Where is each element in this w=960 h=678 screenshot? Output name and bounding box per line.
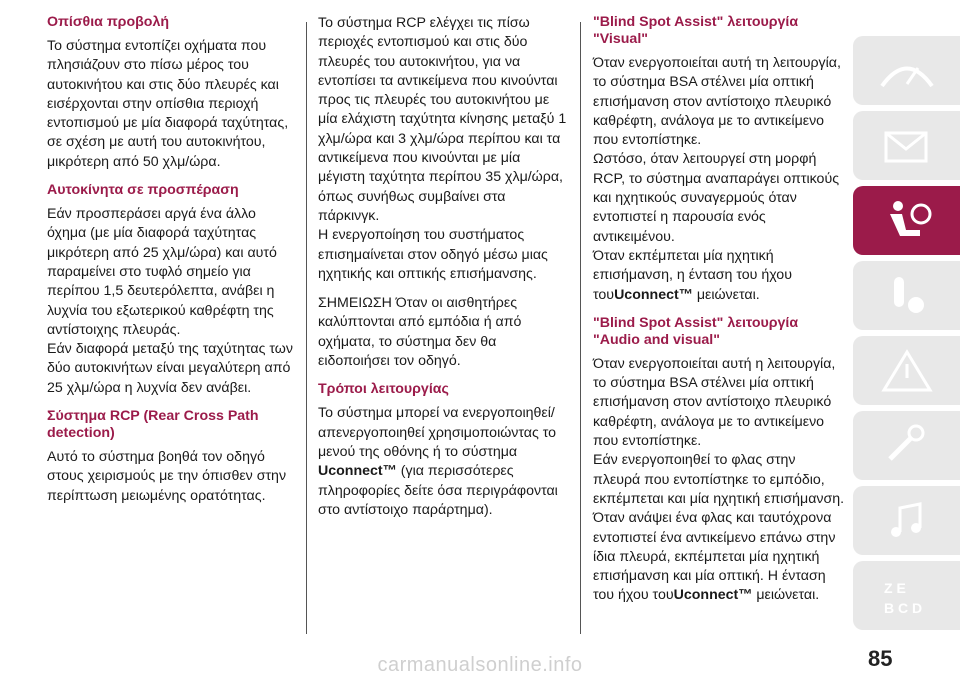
heading-overtaking: Αυτοκίνητα σε προσπέραση <box>47 182 239 199</box>
paragraph: Το σύστημα εντοπίζει οχήματα που πλησιάζουν στο πίσω μέρος του αυτοκινήτου και στις δύο πλευρές και εισέρχονται στην οπίσθια περιοχή εντοπισμού με μία διαφορά ταχύτητας, σε σχέση με αυτή του αυτοκινήτου, μικρότερη από 50 χλμ/ώρα. <box>47 38 289 170</box>
paragraph: Εάν ενεργοποιηθεί το φλας στην πλευρά που εντοπίστηκε το εμπόδιο, εκπέμπεται και μία ηχητική επισήμανση. <box>593 452 845 507</box>
tab-emergency[interactable] <box>853 336 960 405</box>
text-span: μειώνεται. <box>692 286 760 303</box>
paragraph <box>593 247 845 305</box>
uconnect-brand: Uconnect™ <box>318 463 397 480</box>
svg-text:B C D: B C D <box>883 599 922 616</box>
column-divider <box>580 22 581 634</box>
media-music-icon <box>876 496 938 546</box>
tab-safety[interactable] <box>853 186 960 255</box>
tab-warnings[interactable] <box>853 111 960 180</box>
paragraph: Η ενεργοποίηση του συστήματος επισημαίνεται στον οδηγό μέσω μιας ηχητικής και οπτικής επισήμανσης. <box>318 227 548 282</box>
column-right <box>593 14 845 606</box>
heading-rear-view: Οπίσθια προβολή <box>47 14 170 30</box>
chapter-sidebar <box>853 36 960 636</box>
key-ignition-icon <box>876 271 938 321</box>
page-number: 85 <box>868 646 893 671</box>
column-divider <box>306 22 307 634</box>
paragraph: Όταν ενεργοποιείται αυτή η λειτουργία, το σύστημα BSA στέλνει μία οπτική επισήμανση στον αντίστοιχο πλευρικό καθρέφτη, ανάλογα με το αντικείμενο που εντοπίστηκε. <box>593 355 836 450</box>
paragraph: Ωστόσο, όταν λειτουργεί στη μορφή RCP, το σύστημα αναπαράγει οπτικούς και ηχητικούς συναγερμούς όταν εντοπιστεί η παρουσία ενός αντικειμένου. <box>593 151 840 245</box>
airbag-seat-icon <box>876 196 938 246</box>
wrench-car-icon <box>876 421 938 471</box>
paragraph: Όταν ενεργοποιείται αυτή τη λειτουργία, το σύστημα BSA στέλνει μία οπτική επισήμανση στον αντίστοιχο πλευρικό καθρέφτη, ανάλογα με το αντικείμενο που εντοπίστηκε. <box>593 55 841 149</box>
tab-index[interactable] <box>853 561 960 630</box>
text-span: Όταν εκπέμπεται μία ηχητική επισήμανση, η ένταση του ήχου του <box>593 247 792 303</box>
envelope-warning-icon <box>876 121 938 171</box>
car-dashboard-icon <box>876 46 938 96</box>
note-paragraph: ΣΗΜΕΙΩΣΗ Όταν οι αισθητήρες καλύπτονται από εμπόδια ή από οχήματα, το σύστημα δεν θα ειδοποιήσει τον οδηγό. <box>318 295 522 370</box>
uconnect-brand: Uconnect™ <box>673 587 753 604</box>
paragraph <box>593 509 845 605</box>
paragraph <box>318 404 568 520</box>
tab-multimedia[interactable] <box>853 486 960 555</box>
heading-bsa-visual: "Blind Spot Assist" λειτουργία "Visual" <box>593 14 799 47</box>
warning-road-icon <box>876 346 938 396</box>
text-span: (για περισσότερες πληροφορίες δείτε όσα περιγράφονται στο αντίστοιχο παράρτημα). <box>318 463 558 518</box>
heading-rcp: Σύστημα RCP (Rear Cross Path detection) <box>47 408 259 442</box>
column-left <box>47 14 297 506</box>
svg-text:Z E: Z E <box>883 579 906 596</box>
alphabet-index-icon <box>876 571 938 621</box>
text-span: Όταν ανάψει ένα φλας και ταυτόχρονα εντοπιστεί ένα αντικείμενο επάνω στην ίδια πλευρά, εκπέμπεται μία ηχητική επισήμανση και μία οπτική. Η ένταση του ήχου του <box>593 510 836 604</box>
heading-operating-modes: Τρόποι λειτουργίας <box>318 381 449 398</box>
watermark: carmanualsonline.info <box>377 654 583 676</box>
uconnect-brand: Uconnect™ <box>614 286 693 303</box>
tab-starting-driving[interactable] <box>853 261 960 330</box>
text-span: μειώνεται. <box>752 587 820 604</box>
tab-maintenance[interactable] <box>853 411 960 480</box>
paragraph: Εάν διαφορά μεταξύ της ταχύτητας των δύο αυτοκινήτων είναι μεγαλύτερη από 25 χλμ/ώρα η λυχνία δεν ανάβει. <box>47 341 293 396</box>
paragraph: Εάν προσπεράσει αργά ένα άλλο όχημα (με μία διαφορά ταχύτητας μικρότερη από 25 χλμ/ώρα) και αυτό παραμείνει στο τυφλό σημείο για περίπου 1,5 δευτερόλεπτα, ανάβει η λυχνία του εξωτερικού καθρέφτη της αντίστοιχης πλευράς. <box>47 206 277 338</box>
tab-dashboard[interactable] <box>853 36 960 105</box>
paragraph: Το σύστημα RCP ελέγχει τις πίσω περιοχές εντοπισμού και στις δύο πλευρές του αυτοκινήτου, για να εντοπίσει τα αντικείμενα που κινούνται προς τις πλευρές του αυτοκινήτου με μία ελάχιστη ταχύτητα κίνησης μεταξύ 1 χλμ/ώρα και 3 χλμ/ώρα περίπου και τα αντικείμενα που κινούνται με μία μέγιστη ταχύτητα περίπου 35 χλμ/ώρα, όπως συνήθως συμβαίνει στα πάρκινγκ. <box>318 15 567 224</box>
heading-bsa-audio-visual: "Blind Spot Assist" λειτουργία "Audio and visual" <box>593 314 799 348</box>
paragraph: Αυτό το σύστημα βοηθά τον οδηγό στους χειρισμούς με την όπισθεν στην περίπτωση μειωμένης ορατότητας. <box>47 449 287 504</box>
text-span: Το σύστημα μπορεί να ενεργοποιηθεί/ απενεργοποιηθεί χρησιμοποιώντας το μενού της οθόνης ή το σύστημα <box>318 405 557 460</box>
column-middle <box>318 14 568 520</box>
